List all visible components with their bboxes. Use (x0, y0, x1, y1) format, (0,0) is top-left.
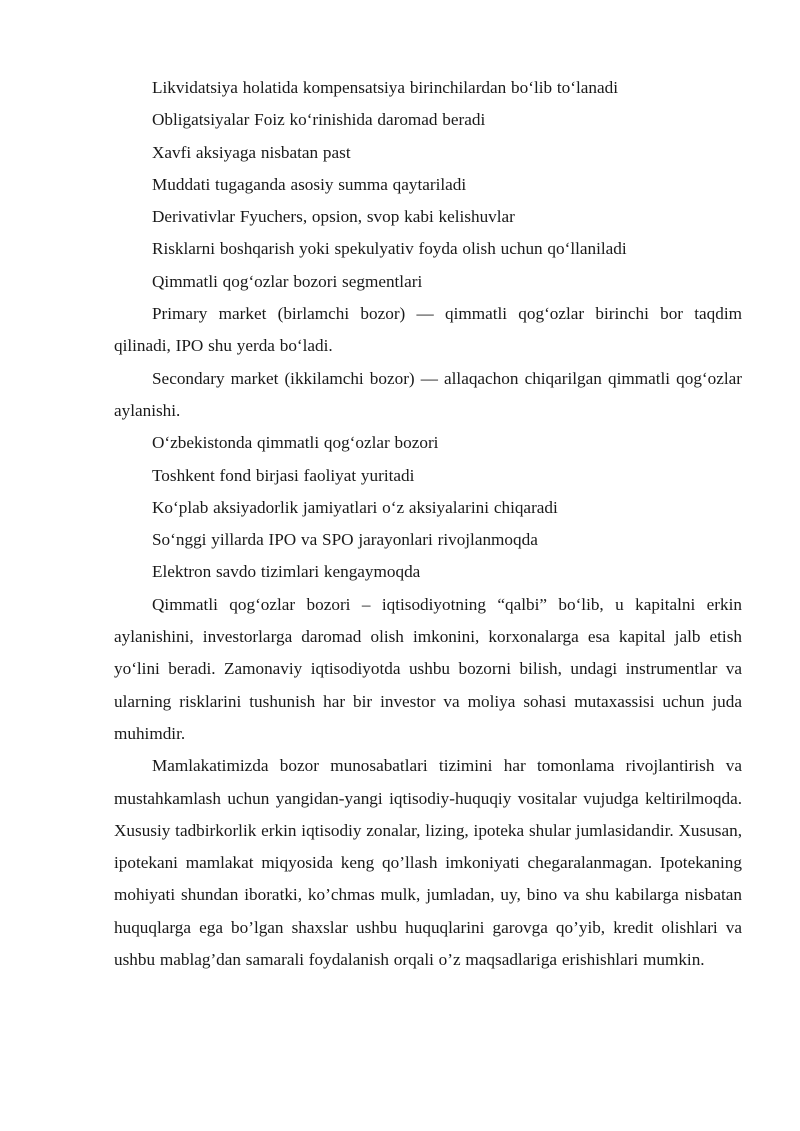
paragraph-tashkent-exchange: Toshkent fond birjasi faoliyat yuritadi (152, 465, 415, 485)
paragraph-mortgage: Mamlakatimizda bozor munosabatlari tizimini har tomonlama rivojlantirish va mustahkamlash uchun yangidan-yangi iqtisodiy-huquqiy vositalar vujudga keltirilmoqda. Xususiy tadbirkorlik erkin iqtisodiy zonalar, lizing, ipoteka shular jumlasidandir. Xususan, ipotekani mamlakat miqyosida keng qo’llash imkoniyati chegaralanmagan. Ipotekaning mohiyati shundan iboratki, ko’chmas mulk, jumladan, uy, bino va shu kabilarga nisbatan huquqlarga ega bo’lgan shaxslar ushbu huquqlarini garovga qo’yib, kredit olishlari va ushbu mablag’dan samarali foydalanish orqali o’z maqsadlariga erishishlari mumkin. (114, 756, 742, 970)
paragraph-derivatives: Derivativlar Fyuchers, opsion, svop kabi kelishuvlar (152, 207, 515, 227)
paragraph-ipo-spo: So‘nggi yillarda IPO va SPO jarayonlari rivojlanmoqda (152, 530, 538, 550)
paragraph-uzbekistan-market: O‘zbekistonda qimmatli qog‘ozlar bozori (152, 433, 439, 453)
paragraph-bonds: Obligatsiyalar Foiz ko‘rinishida daromad beradi (152, 110, 486, 130)
paragraph-secondary-market: Secondary market (ikkilamchi bozor) — allaqachon chiqarilgan qimmatli qog‘ozlar aylanishi. (114, 368, 742, 420)
paragraph-primary-market: Primary market (birlamchi bozor) — qimmatli qog‘ozlar birinchi bor taqdim qilinadi, IPO shu yerda bo‘ladi. (114, 304, 742, 356)
paragraph-market-segments: Qimmatli qog‘ozlar bozori segmentlari (152, 271, 423, 291)
paragraph-bond-risk: Xavfi aksiyaga nisbatan past (152, 142, 351, 162)
paragraph-derivatives-use: Risklarni boshqarish yoki spekulyativ foyda olish uchun qo‘llaniladi (152, 239, 627, 259)
paragraph-liquidation: Likvidatsiya holatida kompensatsiya birinchilardan bo‘lib to‘lanadi (152, 78, 618, 97)
paragraph-electronic-trading: Elektron savdo tizimlari kengaymoqda (152, 562, 421, 582)
document-page (114, 72, 742, 976)
paragraph-bond-maturity: Muddati tugaganda asosiy summa qaytariladi (152, 174, 467, 194)
paragraph-joint-stock: Ko‘plab aksiyadorlik jamiyatlari o‘z aksiyalarini chiqaradi (152, 497, 558, 517)
paragraph-market-heart: Qimmatli qog‘ozlar bozori – iqtisodiyotning “qalbi” bo‘lib, u kapitalni erkin aylanishini, investorlarga daromad olish imkonini, korxonalarga esa kapital jalb etish yo‘lini beradi. Zamonaviy iqtisodiyotda ushbu bozorni bilish, undagi instrumentlar va ularning risklarini tushunish har bir investor va moliya sohasi mutaxassisi uchun juda muhimdir. (114, 594, 742, 743)
